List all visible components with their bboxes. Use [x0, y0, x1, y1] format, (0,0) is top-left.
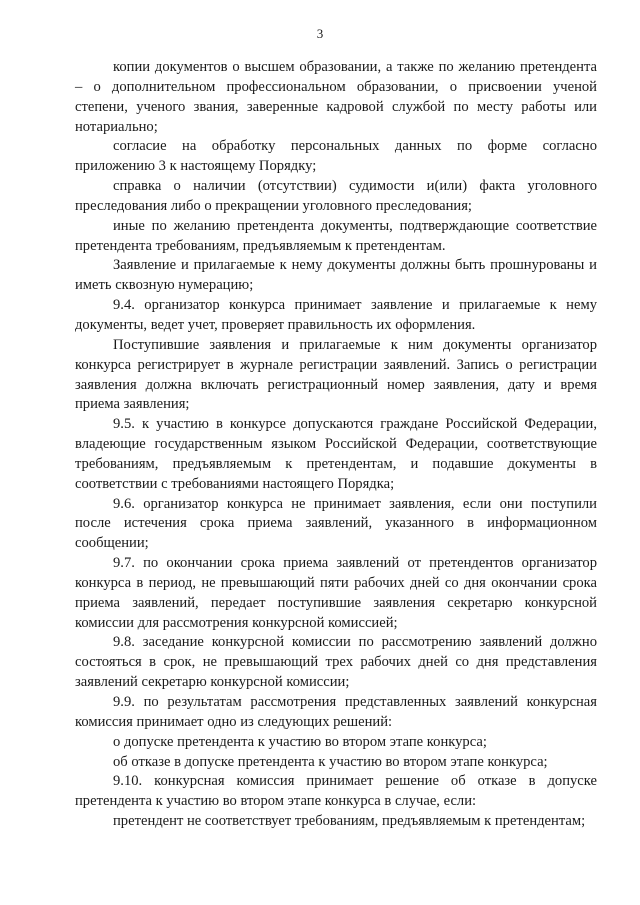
document-body	[75, 58, 597, 832]
paragraph-other-documents: иные по желанию претендента документы, подтверждающие соответствие претендента требованиям, предъявляемым к претендентам.	[75, 217, 597, 254]
paragraph-personal-data-consent: согласие на обработку персональных данных по форме согласно приложению 3 к настоящему Порядку;	[75, 138, 597, 175]
paragraph-9-7: 9.7. по окончании срока приема заявлений от претендентов организатор конкурса в период, не превышающий пяти рабочих дней со дня окончании срока приема заявлений, передает поступившие заявления секретарю конкурсной комиссии для рассмотрения конкурсной комиссией;	[75, 555, 597, 631]
paragraph-criminal-record-certificate: справка о наличии (отсутствии) судимости и(или) факта уголовного преследования либо о прекращении уголовного преследования;	[75, 178, 597, 214]
paragraph-registration: Поступившие заявления и прилагаемые к ним документы организатор конкурса регистрирует в журнале регистрации заявлений. Запись о регистрации заявления должна включать регистрационный номер заявления, дату и время приема заявления;	[75, 336, 597, 413]
paragraph-nonconformity: претендент не соответствует требованиям, предъявляемым к претендентам;	[113, 813, 586, 830]
paragraph-9-8: 9.8. заседание конкурсной комиссии по рассмотрению заявлений должно состояться в срок, не превышающий трех рабочих дней со дня представления заявлений секретарю конкурсной комиссии;	[75, 634, 597, 691]
paragraph-admission-decision: о допуске претендента к участию во втором этапе конкурса;	[113, 733, 487, 750]
paragraph-9-4: 9.4. организатор конкурса принимает заявление и прилагаемые к нему документы, ведет учет, проверяет правильность их оформления.	[75, 297, 597, 333]
paragraph-9-9: 9.9. по результатам рассмотрения представленных заявлений конкурсная комиссия принимает одно из следующих решений:	[75, 694, 597, 730]
paragraph-9-10: 9.10. конкурсная комиссия принимает решение об отказе в допуске претендента к участию во втором этапе конкурса в случае, если:	[75, 773, 597, 810]
paragraph-diploma-copies: копии документов о высшем образовании, а также по желанию претендента – о дополнительном профессиональном образовании, о присвоении ученой степени, ученого звания, заверенные кадровой службой по месту работы или нотариально;	[75, 59, 597, 135]
paragraph-binding-requirement: Заявление и прилагаемые к нему документы должны быть прошнурованы и иметь сквозную нумерацию;	[75, 257, 597, 294]
page-number: 3	[316, 26, 324, 41]
paragraph-9-6: 9.6. организатор конкурса не принимает заявления, если они поступили после истечения срока приема заявлений, указанного в информационном сообщении;	[75, 495, 597, 552]
paragraph-refusal-decision: об отказе в допуске претендента к участию во втором этапе конкурса;	[113, 753, 548, 770]
paragraph-9-5: 9.5. к участию в конкурсе допускаются граждане Российской Федерации, владеющие государственным языком Российской Федерации, соответствующие требованиям, предъявляемым к претендентам, и подавшие документы в соответствии с требованиями настоящего Порядка;	[75, 416, 597, 492]
